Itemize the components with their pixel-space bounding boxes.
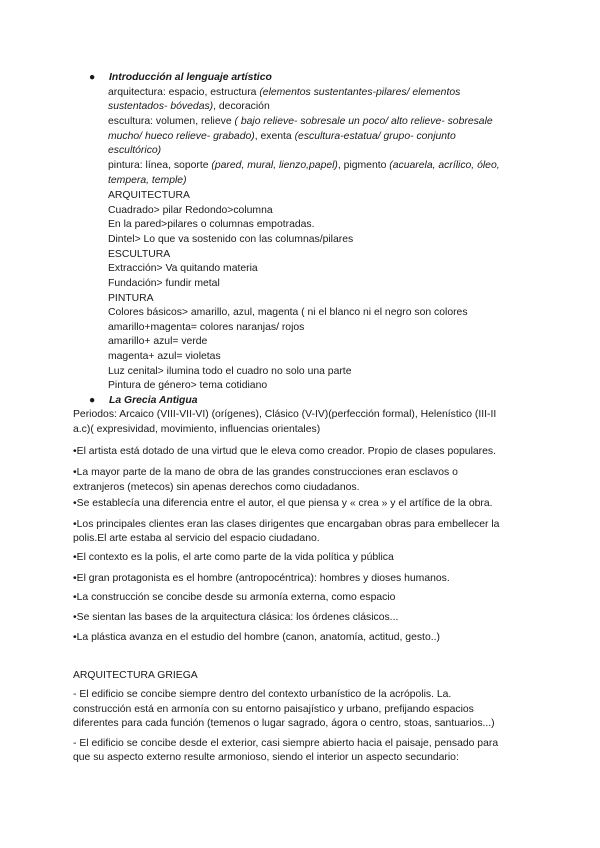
text: sustentados- bóvedas) bbox=[108, 101, 214, 112]
label-arquitectura: ARQUITECTURA bbox=[108, 190, 190, 201]
paragraph: - El edificio se concibe desde el exterior, casi siempre abierto hacia el paisaje, pensado para bbox=[73, 738, 499, 749]
paragraph: •La construcción se concibe desde su armonía externa, como espacio bbox=[73, 592, 396, 603]
line-pintura-cont bbox=[108, 174, 553, 189]
text: , exenta bbox=[254, 131, 295, 142]
periods-line-1: Periodos: Arcaico (VIII-VII-VI) (orígenes), Clásico (V-IV)(perfección formal), Helenístico (III-II bbox=[73, 409, 497, 420]
text: (pared, mural, lienzo,papel) bbox=[211, 160, 338, 171]
text: pintura: línea, soporte bbox=[108, 160, 212, 171]
text: , decoración bbox=[213, 101, 270, 112]
periods-line-2: a.c)( expresividad, movimiento, influencias orientales) bbox=[73, 424, 321, 435]
label-pintura: PINTURA bbox=[108, 293, 154, 304]
paragraph: polis.El arte estaba al servicio del espacio ciudadano. bbox=[73, 533, 320, 544]
intro-title-text: Introducción al lenguaje artístico bbox=[109, 72, 272, 83]
paragraph: •La plástica avanza en el estudio del hombre (canon, anatomía, actitud, gesto..) bbox=[73, 632, 440, 643]
line: Cuadrado> pilar Redondo>columna bbox=[108, 205, 273, 216]
bullet-icon: ● bbox=[89, 72, 96, 83]
paragraph: •El contexto es la polis, el arte como parte de la vida política y pública bbox=[73, 552, 394, 563]
bullet-icon: ● bbox=[89, 395, 96, 406]
text: , pigmento bbox=[337, 160, 390, 171]
line: Dintel> Lo que va sostenido con las columnas/pilares bbox=[108, 234, 354, 245]
text: mucho/ hueco relieve- grabado) bbox=[108, 131, 255, 142]
line-arquitectura bbox=[108, 86, 553, 101]
paragraph: construcción está en armonía con su entorno paisajístico y urbano, prefijando espacios bbox=[73, 704, 474, 715]
line-escultura-cont bbox=[108, 130, 553, 145]
paragraph: •Se establecía una diferencia entre el autor, el que piensa y « crea » y el artífice de la obra. bbox=[73, 498, 493, 509]
line-arquitectura-cont bbox=[108, 100, 553, 115]
text: (acuarela, acrílico, óleo, bbox=[389, 160, 500, 171]
text: escultura: volumen, relieve bbox=[108, 116, 235, 127]
line: amarillo+ azul= verde bbox=[108, 336, 208, 347]
line-escultura-cont2 bbox=[108, 144, 553, 159]
text: arquitectura: espacio, estructura bbox=[108, 87, 260, 98]
paragraph: •Los principales clientes eran las clases dirigentes que encargaban obras para embellecer la bbox=[73, 519, 500, 530]
paragraph: •El artista está dotado de una virtud que le eleva como creador. Propio de clases populares. bbox=[73, 446, 496, 457]
paragraph: diferentes para cada función (temenos o lugar sagrado, ágora o centro, stoas, santuarios...) bbox=[73, 718, 495, 729]
line: Extracción> Va quitando materia bbox=[108, 263, 258, 274]
line: Pintura de género> tema cotidiano bbox=[108, 380, 268, 391]
line: magenta+ azul= violetas bbox=[108, 351, 221, 362]
text: (escultura-estatua/ grupo- conjunto bbox=[294, 131, 456, 142]
line: amarillo+magenta= colores naranjas/ rojos bbox=[108, 322, 305, 333]
section-grecia-title bbox=[89, 394, 198, 409]
text: tempera, temple) bbox=[108, 175, 187, 186]
section-intro-title bbox=[89, 71, 272, 86]
line: Colores básicos> amarillo, azul, magenta ( ni el blanco ni el negro son colores bbox=[108, 307, 468, 318]
line-pintura bbox=[108, 159, 553, 174]
text: escultórico) bbox=[108, 145, 162, 156]
paragraph: •La mayor parte de la mano de obra de las grandes construcciones eran esclavos o bbox=[73, 467, 458, 478]
section-title-arquitectura-griega: ARQUITECTURA GRIEGA bbox=[73, 670, 198, 681]
paragraph: •El gran protagonista es el hombre (antropocéntrica): hombres y dioses humanos. bbox=[73, 573, 450, 584]
paragraph: extranjeros (metecos) sin apenas derechos como ciudadanos. bbox=[73, 482, 360, 493]
line: En la pared>pilares o columnas empotradas. bbox=[108, 219, 315, 230]
line: Fundación> fundir metal bbox=[108, 278, 220, 289]
label-escultura: ESCULTURA bbox=[108, 249, 171, 260]
grecia-title-text: La Grecia Antigua bbox=[109, 395, 198, 406]
text: (elementos sustentantes-pilares/ elementos bbox=[259, 87, 461, 98]
line: Luz cenital> ilumina todo el cuadro no solo una parte bbox=[108, 366, 352, 377]
paragraph: •Se sientan las bases de la arquitectura clásica: los órdenes clásicos... bbox=[73, 612, 399, 623]
text: ( bajo relieve- sobresale un poco/ alto relieve- sobresale bbox=[234, 116, 493, 127]
paragraph: - El edificio se concibe siempre dentro del contexto urbanístico de la acrópolis. La. bbox=[73, 689, 452, 700]
paragraph: que su aspecto externo resulte armonioso, siendo el interior un aspecto secundario: bbox=[73, 752, 459, 763]
line-escultura bbox=[108, 115, 553, 130]
